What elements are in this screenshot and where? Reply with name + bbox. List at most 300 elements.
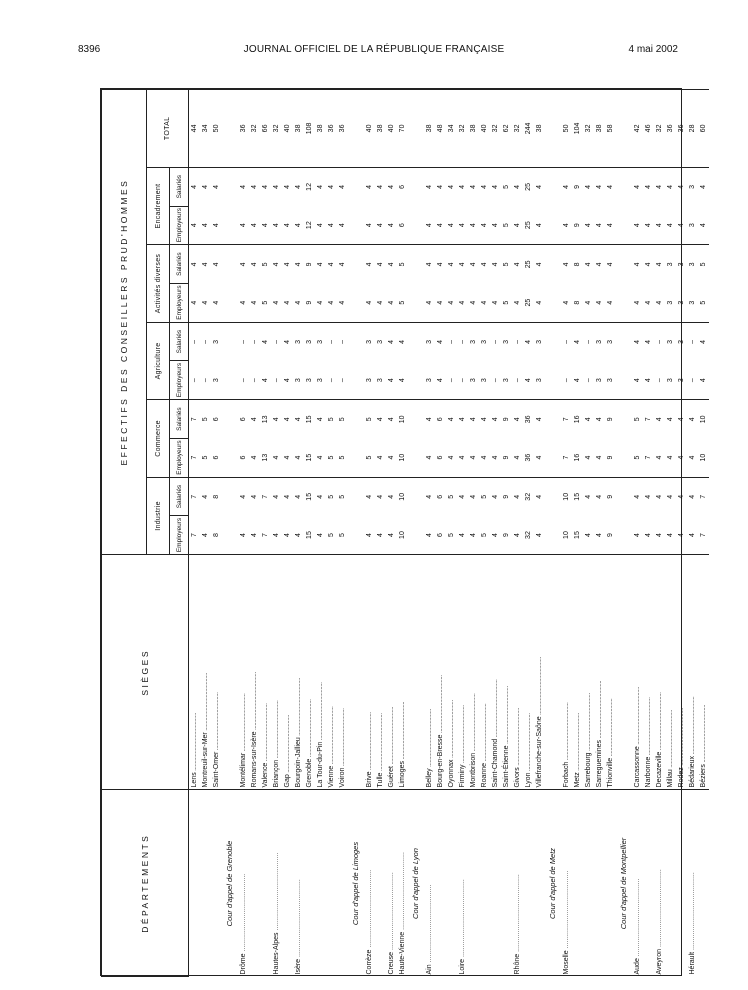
value-cell: 4 [377, 533, 384, 537]
value-cell: 4 [490, 477, 501, 516]
empty-cell [545, 167, 561, 206]
value-cell: 4 [437, 378, 444, 383]
value-cell: 4 [375, 245, 386, 284]
value-cell: 3 [665, 322, 676, 361]
value-cell: 4 [260, 322, 271, 361]
empty-cell [616, 477, 632, 516]
journal-title: JOURNAL OFFICIEL DE LA RÉPUBLIQUE FRANÇAISE [243, 44, 505, 55]
value-cell: 4 [339, 300, 346, 305]
value-cell: 4 [386, 322, 397, 361]
value-cell: 7 [189, 477, 201, 516]
value-cell: 4 [665, 400, 676, 439]
value-cell: 4 [240, 300, 247, 305]
value-cell: 4 [583, 477, 594, 516]
page-date: 4 mai 2002 [628, 44, 678, 55]
table-row [457, 90, 468, 977]
value-cell: 10 [397, 400, 408, 439]
value-cell: 4 [317, 533, 324, 537]
value-cell: 4 [388, 300, 395, 305]
table-row [424, 90, 435, 977]
empty-cell [348, 90, 364, 168]
value-cell: 4 [448, 223, 455, 228]
value-cell: 5 [632, 400, 643, 439]
empty-cell [408, 555, 424, 790]
value-cell: 15 [304, 477, 315, 516]
header-employeurs: Employeurs [170, 206, 189, 245]
siege-cell: Carcassonne ..... [632, 555, 643, 790]
empty-cell [616, 206, 632, 245]
value-cell: 3 [596, 378, 603, 383]
table-row [386, 90, 397, 977]
empty-cell [616, 361, 632, 400]
value-cell: 4 [260, 167, 271, 206]
value-cell: 4 [512, 400, 523, 439]
value-cell: 4 [284, 300, 291, 305]
value-cell: 4 [295, 455, 302, 460]
empty-cell [408, 477, 424, 516]
value-cell: 4 [251, 223, 258, 228]
departement-cell [375, 790, 386, 977]
siege-cell: Narbonne ..... [643, 555, 654, 790]
value-cell: 5 [339, 455, 346, 460]
siege-cell: Rodez ..... [676, 555, 687, 790]
value-cell: 4 [492, 300, 499, 305]
value-cell: 4 [632, 477, 643, 516]
table-row [676, 90, 687, 977]
table-row [271, 90, 282, 977]
value-cell: 6 [397, 167, 408, 206]
value-cell: 4 [645, 300, 652, 305]
value-cell: 5 [634, 455, 641, 460]
value-cell: 10 [698, 400, 709, 439]
total-cell: 46 [643, 90, 654, 168]
departement-cell: Loire ..... [457, 790, 468, 977]
value-cell: 4 [689, 533, 696, 537]
value-cell: 8 [574, 300, 581, 305]
value-cell: 13 [262, 453, 269, 462]
value-cell: 4 [238, 167, 249, 206]
value-cell: 4 [654, 245, 665, 284]
value-cell: 9 [574, 223, 581, 228]
value-cell: 6 [238, 400, 249, 439]
value-cell: 4 [191, 223, 198, 228]
value-cell: 4 [315, 245, 326, 284]
value-cell: 7 [561, 400, 572, 439]
value-cell: 4 [337, 245, 348, 284]
table-row [687, 90, 698, 977]
value-cell: 4 [470, 455, 477, 460]
table-row [260, 90, 271, 977]
value-cell: 25 [525, 298, 532, 307]
value-cell: 4 [317, 300, 324, 305]
value-cell: 4 [271, 400, 282, 439]
empty-cell [545, 90, 561, 168]
table-row [468, 90, 479, 977]
departement-cell: Hérault ..... [687, 790, 698, 977]
value-cell: 4 [481, 223, 488, 228]
empty-cell [616, 400, 632, 439]
value-cell: 3 [468, 322, 479, 361]
value-cell: 4 [632, 167, 643, 206]
value-cell: 3 [594, 322, 605, 361]
value-cell: 4 [572, 322, 583, 361]
value-cell: 4 [700, 378, 707, 383]
value-cell: 4 [654, 400, 665, 439]
header-employeurs: Employeurs [170, 516, 189, 555]
value-cell: 4 [632, 245, 643, 284]
empty-cell [616, 284, 632, 323]
value-cell: 4 [514, 455, 521, 460]
header-salaries: Salariés [170, 400, 189, 439]
value-cell: 4 [470, 300, 477, 305]
value-cell: 4 [200, 245, 211, 284]
table-row [523, 90, 534, 977]
value-cell: – [273, 378, 280, 383]
value-cell: 4 [295, 533, 302, 537]
value-cell: 3 [424, 322, 435, 361]
departement-cell [211, 790, 222, 977]
value-cell: 4 [479, 245, 490, 284]
value-cell: 6 [437, 533, 444, 537]
value-cell: 3 [211, 322, 222, 361]
value-cell: 15 [574, 531, 581, 539]
value-cell: 5 [481, 533, 488, 537]
value-cell: 4 [295, 223, 302, 228]
value-cell: 4 [632, 322, 643, 361]
value-cell: 3 [676, 322, 687, 361]
value-cell: – [585, 378, 592, 383]
empty-cell [222, 477, 238, 516]
value-cell: 4 [492, 533, 499, 537]
value-cell: 4 [202, 223, 209, 228]
total-cell: 28 [687, 90, 698, 168]
value-cell: 4 [514, 223, 521, 228]
value-cell: – [446, 322, 457, 361]
value-cell: – [457, 322, 468, 361]
value-cell: 4 [643, 167, 654, 206]
value-cell: 4 [388, 455, 395, 460]
departement-cell [665, 790, 676, 977]
total-cell: 32 [271, 90, 282, 168]
empty-cell [222, 322, 238, 361]
value-cell: 4 [634, 223, 641, 228]
empty-cell [545, 361, 561, 400]
value-cell: 7 [262, 533, 269, 537]
value-cell: 3 [426, 378, 433, 383]
table-row [665, 90, 676, 977]
value-cell: 7 [260, 477, 271, 516]
value-cell: 4 [534, 400, 545, 439]
empty-cell [616, 555, 632, 790]
value-cell: 4 [424, 245, 435, 284]
value-cell: 4 [468, 245, 479, 284]
value-cell: 4 [514, 533, 521, 537]
value-cell: 4 [426, 223, 433, 228]
table-row [512, 90, 523, 977]
value-cell: 36 [525, 453, 532, 462]
value-cell: 4 [437, 300, 444, 305]
value-cell: 4 [563, 223, 570, 228]
value-cell: 15 [306, 531, 313, 539]
value-cell: 4 [435, 245, 446, 284]
total-cell: 44 [189, 90, 201, 168]
table-row [397, 90, 408, 977]
value-cell: 4 [634, 533, 641, 537]
value-cell: 4 [240, 223, 247, 228]
value-cell: – [687, 322, 698, 361]
value-cell: 4 [317, 223, 324, 228]
departement-cell: Moselle ..... [561, 790, 572, 977]
table-row [238, 90, 249, 977]
value-cell: 4 [594, 400, 605, 439]
value-cell: 4 [583, 245, 594, 284]
value-cell: 6 [435, 400, 446, 439]
empty-cell [348, 555, 364, 790]
value-cell: 7 [700, 533, 707, 537]
value-cell: 13 [260, 400, 271, 439]
value-cell: 4 [238, 477, 249, 516]
value-cell: 3 [366, 378, 373, 383]
value-cell: 4 [459, 533, 466, 537]
value-cell: 4 [605, 167, 616, 206]
value-cell: 3 [676, 245, 687, 284]
value-cell: 3 [213, 378, 220, 383]
value-cell: 4 [667, 455, 674, 460]
value-cell: 4 [375, 400, 386, 439]
total-cell: 36 [337, 90, 348, 168]
departement-cell: Corrèze ..... [364, 790, 375, 977]
header-section-encadrement: Encadrement [147, 167, 170, 244]
value-cell: 9 [304, 245, 315, 284]
value-cell: 4 [492, 223, 499, 228]
total-cell: 66 [260, 90, 271, 168]
value-cell: 4 [534, 167, 545, 206]
value-cell: 4 [271, 477, 282, 516]
value-cell: – [337, 322, 348, 361]
departement-cell [523, 790, 534, 977]
value-cell: – [563, 378, 570, 383]
value-cell: 4 [561, 167, 572, 206]
value-cell: 4 [656, 455, 663, 460]
value-cell: 4 [607, 223, 614, 228]
value-cell: 4 [375, 167, 386, 206]
value-cell: 4 [689, 455, 696, 460]
table-row [643, 90, 654, 977]
value-cell: 6 [240, 455, 247, 460]
value-cell: 4 [643, 322, 654, 361]
value-cell: 4 [282, 400, 293, 439]
value-cell: 32 [523, 477, 534, 516]
header-section-activites-diverses: Activités diverses [147, 245, 170, 322]
value-cell: 5 [501, 245, 512, 284]
value-cell: – [326, 322, 337, 361]
value-cell: 25 [525, 221, 532, 230]
value-cell: 4 [468, 400, 479, 439]
value-cell: 4 [200, 167, 211, 206]
value-cell: – [240, 378, 247, 383]
value-cell: 4 [654, 477, 665, 516]
value-cell: – [202, 378, 209, 383]
value-cell: 6 [211, 400, 222, 439]
value-cell: 9 [306, 300, 313, 305]
empty-cell [348, 284, 364, 323]
rotated-table-frame [100, 88, 707, 976]
value-cell: 25 [523, 167, 534, 206]
siege-cell: Lyon ..... [523, 555, 534, 790]
header-salaries: Salariés [170, 245, 189, 284]
value-cell: 4 [262, 223, 269, 228]
departement-cell [435, 790, 446, 977]
value-cell: 9 [501, 400, 512, 439]
value-cell: 5 [479, 477, 490, 516]
value-cell: 4 [273, 533, 280, 537]
total-cell: 50 [561, 90, 572, 168]
departement-cell: Drôme ..... [238, 790, 249, 977]
header-salaries: Salariés [170, 167, 189, 206]
empty-cell [408, 516, 424, 555]
value-cell: 4 [377, 300, 384, 305]
value-cell: 4 [523, 322, 534, 361]
total-cell: 38 [375, 90, 386, 168]
empty-cell [616, 322, 632, 361]
value-cell: 5 [503, 223, 510, 228]
value-cell: 4 [191, 300, 198, 305]
total-cell: 40 [479, 90, 490, 168]
value-cell: – [251, 378, 258, 383]
departement-cell: Aude ..... [632, 790, 643, 977]
empty-cell [408, 361, 424, 400]
value-cell: 4 [468, 167, 479, 206]
value-cell: 4 [594, 245, 605, 284]
header-section-agriculture: Agriculture [147, 322, 170, 399]
empty-cell [616, 516, 632, 555]
value-cell: 4 [596, 223, 603, 228]
total-cell: 58 [605, 90, 616, 168]
value-cell: 4 [667, 223, 674, 228]
empty-cell [222, 555, 238, 790]
value-cell: 4 [459, 455, 466, 460]
value-cell: 4 [583, 167, 594, 206]
value-cell: 4 [656, 533, 663, 537]
value-cell: 3 [678, 300, 685, 305]
value-cell: 4 [251, 455, 258, 460]
value-cell: 3 [503, 378, 510, 383]
empty-cell [408, 400, 424, 439]
value-cell: 3 [479, 322, 490, 361]
header-section-industrie: Industrie [147, 477, 170, 554]
value-cell: 16 [574, 453, 581, 462]
total-cell: 42 [632, 90, 643, 168]
value-cell: 4 [284, 223, 291, 228]
value-cell: 5 [260, 245, 271, 284]
empty-cell [348, 361, 364, 400]
value-cell: 4 [585, 300, 592, 305]
value-cell: 4 [213, 223, 220, 228]
value-cell: 4 [457, 477, 468, 516]
value-cell: 4 [366, 533, 373, 537]
table-row [337, 90, 348, 977]
value-cell: 32 [525, 531, 532, 539]
total-cell: 50 [211, 90, 222, 168]
departement-cell [605, 790, 616, 977]
value-cell: 5 [397, 245, 408, 284]
value-cell: 8 [213, 533, 220, 537]
value-cell: 4 [249, 477, 260, 516]
table-row [594, 90, 605, 977]
value-cell: – [339, 378, 346, 383]
value-cell: 4 [282, 477, 293, 516]
siege-cell: Decazeville ..... [654, 555, 665, 790]
value-cell: 4 [676, 477, 687, 516]
value-cell: – [189, 322, 201, 361]
value-cell: – [561, 322, 572, 361]
table-row [435, 90, 446, 977]
value-cell: 4 [457, 245, 468, 284]
value-cell: 4 [585, 455, 592, 460]
value-cell: 4 [634, 300, 641, 305]
value-cell: 8 [211, 477, 222, 516]
value-cell: 4 [435, 167, 446, 206]
siege-cell: Saint-Omer ..... [211, 555, 222, 790]
value-cell: – [191, 378, 198, 383]
table-row [583, 90, 594, 977]
siege-cell: Valence ..... [260, 555, 271, 790]
value-cell: 4 [273, 223, 280, 228]
value-cell: 3 [501, 322, 512, 361]
empty-cell [616, 90, 632, 168]
value-cell: 4 [448, 300, 455, 305]
departement-cell [583, 790, 594, 977]
departement-cell [572, 790, 583, 977]
siege-cell: Bourgoin-Jallieu ..... [293, 555, 304, 790]
value-cell: 8 [572, 245, 583, 284]
total-cell: 48 [435, 90, 446, 168]
siege-cell: Lens ..... [189, 555, 201, 790]
value-cell: 5 [262, 300, 269, 305]
court-row [408, 90, 424, 977]
value-cell: 4 [490, 245, 501, 284]
departement-cell [326, 790, 337, 977]
empty-cell [348, 245, 364, 284]
value-cell: 4 [596, 455, 603, 460]
header-salaries: Salariés [170, 322, 189, 361]
value-cell: 9 [607, 455, 614, 460]
value-cell: 4 [656, 300, 663, 305]
siege-cell: Voiron ..... [337, 555, 348, 790]
value-cell: 4 [399, 378, 406, 383]
value-cell: 3 [375, 322, 386, 361]
court-row [222, 90, 238, 977]
value-cell: 3 [607, 378, 614, 383]
empty-cell [408, 167, 424, 206]
value-cell: 4 [687, 400, 698, 439]
departement-cell: Aveyron ..... [654, 790, 665, 977]
siege-cell: Limoges ..... [397, 555, 408, 790]
total-cell: 32 [583, 90, 594, 168]
value-cell: 4 [200, 477, 211, 516]
value-cell: 4 [284, 378, 291, 383]
value-cell: 4 [435, 322, 446, 361]
value-cell: 7 [643, 400, 654, 439]
table-row [375, 90, 386, 977]
value-cell: 4 [563, 300, 570, 305]
empty-cell [222, 438, 238, 477]
value-cell: 4 [678, 223, 685, 228]
empty-cell [348, 516, 364, 555]
value-cell: 4 [202, 300, 209, 305]
value-cell: 5 [328, 533, 335, 537]
value-cell: 4 [339, 223, 346, 228]
